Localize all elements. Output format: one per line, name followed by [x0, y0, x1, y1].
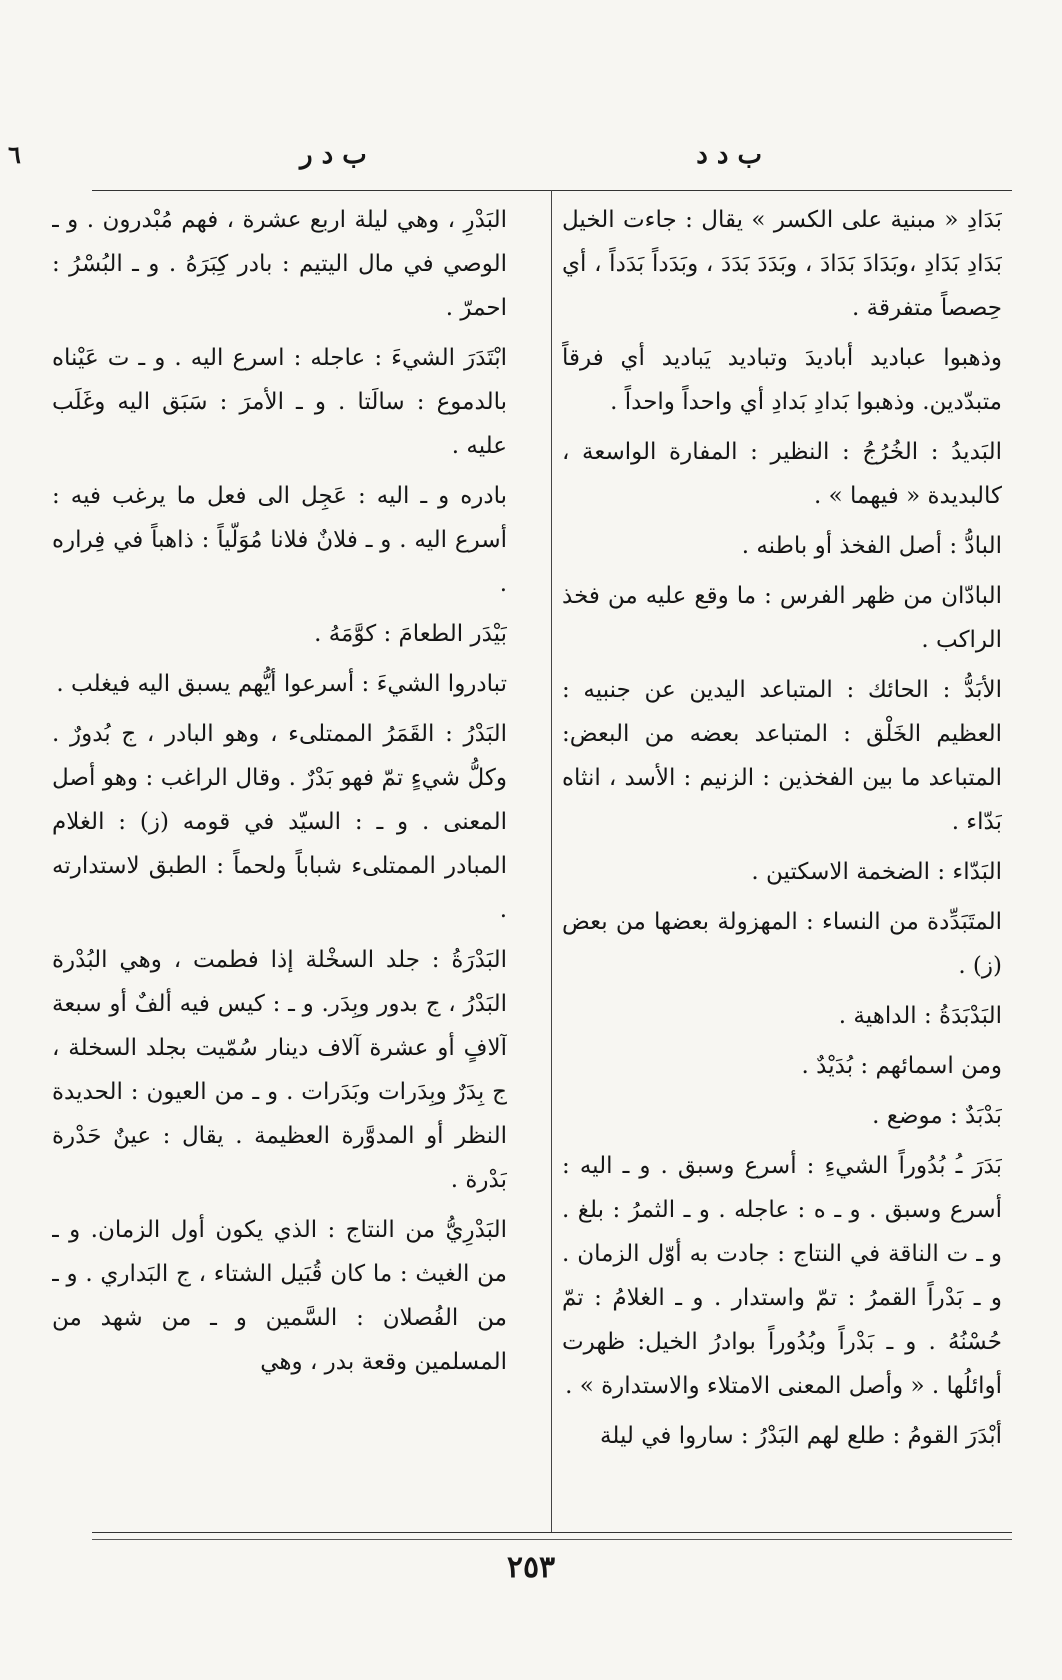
bottom-rule-secondary	[92, 1539, 1012, 1540]
left-column	[52, 198, 507, 1525]
entry: البادّان من ظهر الفرس : ما وقع عليه من فخذ الراكب .	[562, 583, 1002, 653]
entry: البَدْرِيُّ من النتاج : الذي يكون أول الزمان. و ـ من الغيث : ما كان قُبَيل الشتاء ، ج البَداري . و ـ من الفُصلان : السَّمين و ـ من شهد من المسلمين وقعة بدر ، وهي	[52, 1217, 507, 1375]
entry: تبادروا الشيءَ : أسرعوا أيُّهم يسبق اليه فيغلب .	[56, 671, 507, 697]
entry: البَدْرُ : القَمَرُ الممتلىء ، وهو البادر ، ج بُدورٌ . وكلُّ شيءٍ تمّ فهو بَدْرٌ . وقال الراغب : وهو أصل المعنى . و ـ : السيّد في قومه (ز) : الغلام المبادر الممتلىء شباباً ولحماً : الطبق لاستدارته .	[52, 721, 507, 923]
right-column-root-heading: ب د د	[696, 140, 762, 170]
entry: بَيْدَر الطعامَ : كوَّمَهُ .	[314, 621, 507, 647]
page-number: ٢٥٣	[506, 1550, 556, 1585]
entry: الأبَدُّ : الحائك : المتباعد اليدين عن جنبيه : العظيم الخَلْق : المتباعد بعضه من البعض: المتباعد ما بين الفخذين : الزنيم : الأسد ، انثاه بَدّاء .	[562, 677, 1002, 835]
corner-mark: ٦	[8, 140, 21, 169]
entry: البَدّاء : الضخمة الاسكتين .	[751, 859, 1002, 885]
column-divider	[551, 190, 552, 1532]
entry: بَدْبَدٌ : موضع .	[872, 1103, 1002, 1129]
entry: أبْدَرَ القومُ : طلع لهم البَدْرُ : ساروا في ليلة	[600, 1423, 1002, 1449]
entry: البَديدُ : الخُرُجُ : النظير : المفارة الواسعة ، كالبديدة « فيهما » .	[562, 439, 1002, 509]
entry: وذهبوا عباديد أباديدَ وتباديد يَباديد أي فرقاً متبدّدين. وذهبوا بَدادِ بَدادِ أي واحداً واحداً .	[562, 345, 1002, 415]
entry: المتَبَدِّدة من النساء : المهزولة بعضها من بعض (ز) .	[562, 909, 1002, 979]
top-rule	[92, 190, 1012, 191]
bottom-rule	[92, 1532, 1012, 1533]
entry: بادره و ـ اليه : عَجِل الى فعل ما يرغب فيه : أسرع اليه . و ـ فلانٌ فلانا مُوَلّياً : ذاهباً في فِراره .	[52, 483, 507, 597]
entry: بَدَادِ « مبنية على الكسر » يقال : جاءت الخيل بَدَادِ بَدَادِ ،وبَدَادَ بَدَادَ ، وبَدَدَ بَدَدَ ، وبَدَداً بَدَداً ، أي حِصصاً متفرقة .	[562, 207, 1002, 321]
entry: البادُّ : أصل الفخذ أو باطنه .	[741, 533, 1002, 559]
entry: البَدْرِ ، وهي ليلة اربع عشرة ، فهم مُبْدرون . و ـ الوصي في مال اليتيم : بادر كِبَرَهُ . و ـ البُسْرُ : احمرّ .	[52, 207, 507, 321]
entry: ومن اسمائهم : بُدَيْدٌ .	[801, 1053, 1002, 1079]
entry: البَدْرَةُ : جلد السخْلة إذا فطمت ، وهي البُدْرة البَدْرُ ، ج بدور وبِدَر. و ـ : كيس فيه ألفٌ أو سبعة آلافٍ أو عشرة آلاف دينار سُمّيت بجلد السخلة ، ج بِدَرٌ وبِدَرات وبَدَرات . و ـ من العيون : الحديدة النظر أو المدوَّرة العظيمة . يقال : عينٌ حَدْرة بَدْرة .	[52, 947, 507, 1193]
right-column	[562, 198, 1002, 1525]
left-column-root-heading: ب د ر	[300, 140, 367, 170]
entry: البَدْبَدَةُ : الداهية .	[838, 1003, 1002, 1029]
entry: بَدَرَ ـُ بُدُوراً الشيءِ : أسرع وسبق . و ـ اليه : أسرع وسبق . و ـ ه : عاجله . و ـ الثمرُ : بلغ . و ـ ت الناقة في النتاج : جادت به أوّل الزمان . و ـ بَدْراً القمرُ : تمّ واستدار . و ـ الغلامُ : تمّ حُسْنُهُ . و ـ بَدْراً وبُدُوراً بوادرُ الخيل: ظهرت أوائلُها . « وأصل المعنى الامتلاء والاستدارة » .	[562, 1153, 1002, 1399]
entry: ابْتَدَرَ الشيءَ : عاجله : اسرع اليه . و ـ ت عَيْناه بالدموع : سالَتا . و ـ الأمرَ : سَبَق اليه وغَلَب عليه .	[52, 345, 507, 459]
